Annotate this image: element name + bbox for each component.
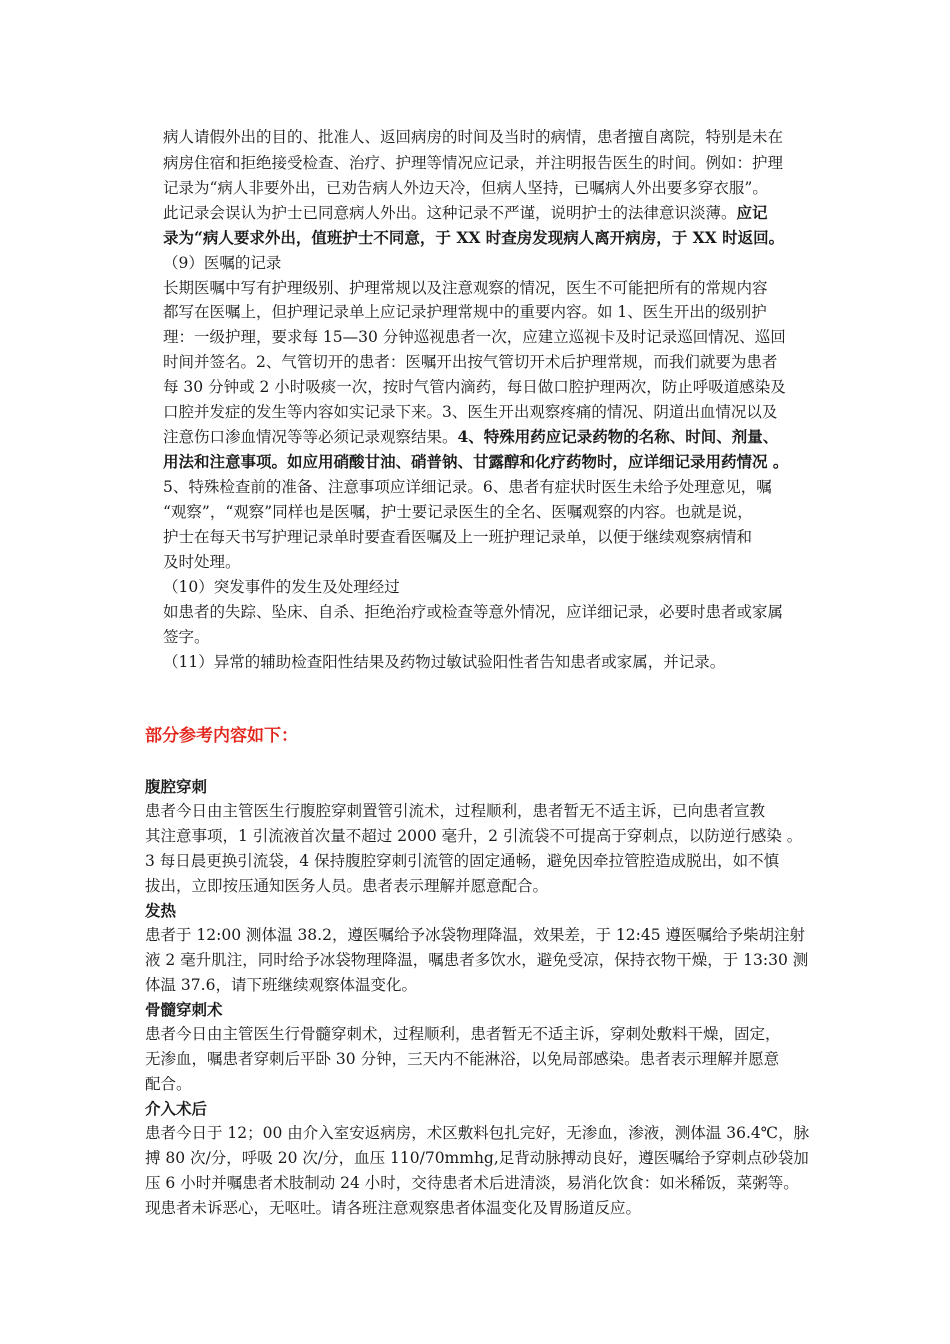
reference-line: 配合。 [145, 1075, 192, 1093]
line-text: 注意伤口渗血情况等等必须记录观察结果。 [163, 428, 458, 446]
section-heading-10: （10）突发事件的发生及处理经过 [163, 578, 400, 596]
reference-line: 患者今日于 12；00 由介入室安返病房，术区敷料包扎完好，无渗血，渗液，测体温 36.4℃，脉 [145, 1124, 810, 1142]
reference-line: 体温 37.6，请下班继续观察体温变化。 [145, 976, 417, 994]
paragraph-line: 时间并签名。2、气管切开的患者：医嘱开出按气管切开术后护理常规，而我们就要为患者 [163, 353, 778, 371]
paragraph-line: 口腔并发症的发生等内容如实记录下来。3、医生开出观察疼痛的情况、阴道出血情况以及 [163, 403, 778, 421]
paragraph-line: 5、特殊检查前的准备、注意事项应详细记录。6、患者有症状时医生未给予处理意见，嘱 [163, 478, 772, 496]
paragraph-line-bold: 用法和注意事项。如应用硝酸甘油、硝普钠、甘露醇和化疗药物时，应详细记录用药情况 。 [163, 452, 789, 471]
reference-heading: 腹腔穿刺 [145, 778, 208, 796]
bold-text: 4、特殊用药应记录药物的名称、时间、剂量、 [457, 427, 779, 446]
reference-line: 患者今日由主管医生行腹腔穿刺置管引流术，过程顺利，患者暂无不适主诉，已向患者宣教 [145, 802, 766, 820]
reference-line: 3 每日晨更换引流袋，4 保持腹腔穿刺引流管的固定通畅，避免因牵拉管腔造成脱出，如不慎 [145, 852, 780, 870]
paragraph-line: 长期医嘱中写有护理级别、护理常规以及注意观察的情况，医生不可能把所有的常规内容 [163, 279, 768, 297]
reference-line: 患者今日由主管医生行骨髓穿刺术，过程顺利，患者暂无不适主诉，穿刺处敷料干燥，固定， [145, 1025, 781, 1043]
reference-heading: 骨髓穿刺术 [145, 1001, 223, 1019]
reference-line: 压 6 小时并嘱患者术肢制动 24 小时，交待患者术后进清淡，易消化饮食：如米稀饭，菜粥等。 [145, 1174, 799, 1192]
reference-line: 液 2 毫升肌注，同时给予冰袋物理降温，嘱患者多饮水，避免受凉，保持衣物干燥，于 13:30 测 [145, 951, 809, 969]
paragraph-line: “观察”，“观察”同样也是医嘱，护士要记录医生的全名、医嘱观察的内容。也就是说， [163, 503, 753, 521]
reference-line: 无渗血，嘱患者穿刺后平卧 30 分钟，三天内不能淋浴，以免局部感染。患者表示理解并愿意 [145, 1050, 780, 1068]
paragraph-line [163, 425, 778, 449]
line-text: 此记录会误认为护士已同意病人外出。这种记录不严谨，说明护士的法律意识淡薄。 [163, 204, 737, 222]
reference-heading: 发热 [145, 902, 177, 920]
paragraph-line: 记录为“病人非要外出，已劝告病人外边天冷，但病人坚持，已嘱病人外出要多穿衣服”。 [163, 179, 768, 197]
paragraph-line: 每 30 分钟或 2 小时吸痰一次，按时气管内滴药，每日做口腔护理两次，防止呼吸道感染及 [163, 378, 786, 396]
paragraph-line: 及时处理。 [163, 553, 241, 571]
reference-line: 搏 80 次/分，呼吸 20 次/分，血压 110/70mmhg,足背动脉搏动良好，遵医嘱给予穿刺点砂袋加 [145, 1149, 809, 1167]
paragraph-line: 护士在每天书写护理记录单时要查看医嘱及上一班护理记录单，以便于继续观察病情和 [163, 528, 753, 546]
section-heading-11: （11）异常的辅助检查阳性结果及药物过敏试验阳性者告知患者或家属，并记录。 [163, 653, 726, 671]
section-heading-9: （9）医嘱的记录 [163, 254, 282, 272]
bold-text: 应记 [736, 203, 768, 222]
paragraph-line: 如患者的失踪、坠床、自杀、拒绝治疗或检查等意外情况，应详细记录，必要时患者或家属 [163, 603, 784, 621]
reference-line: 拔出，立即按压通知医务人员。患者表示理解并愿意配合。 [145, 877, 549, 895]
paragraph-line: 都写在医嘱上，但护理记录单上应记录护理常规中的重要内容。如 1、医生开出的级别护 [163, 303, 767, 321]
paragraph-line: 理：一级护理，要求每 15—30 分钟巡视患者一次，应建立巡视卡及时记录巡回情况、巡回 [163, 328, 786, 346]
paragraph-line [163, 201, 768, 225]
reference-line: 其注意事项，1 引流液首次量不超过 2000 毫升，2 引流袋不可提高于穿刺点，以防逆行感染 。 [145, 827, 803, 845]
reference-line: 现患者未诉恶心，无呕吐。请各班注意观察患者体温变化及胃肠道反应。 [145, 1199, 642, 1217]
paragraph-line: 病人请假外出的目的、批准人、返回病房的时间及当时的病情，患者擅自离院，特别是未在 [163, 128, 784, 146]
paragraph-line: 病房住宿和拒绝接受检查、治疗、护理等情况应记录，并注明报告医生的时间。例如：护理 [163, 154, 784, 172]
reference-heading: 介入术后 [145, 1100, 208, 1118]
paragraph-line-bold: 录为“病人要求外出，值班护士不同意，于 XX 时查房发现病人离开病房，于 XX 时返回。 [163, 228, 785, 247]
reference-title: 部分参考内容如下： [145, 726, 298, 746]
reference-line: 患者于 12:00 测体温 38.2，遵医嘱给予冰袋物理降温，效果差，于 12:45 遵医嘱给予柴胡注射 [145, 926, 805, 944]
paragraph-line: 签字。 [163, 628, 210, 646]
